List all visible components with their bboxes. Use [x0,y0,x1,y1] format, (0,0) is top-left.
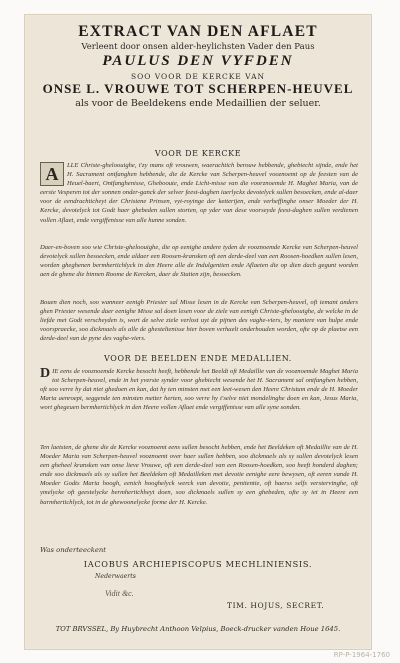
title-church-name: ONSE L. VROUWE TOT SCHERPEN-HEUVEL [42,81,354,96]
was-signed-label: Was onderteeckent [40,546,107,554]
signature-note: Nederwaerts [95,573,136,580]
section-heading-church: VOOR DE KERCKE [154,149,242,158]
subtitle-images-medals: als voor de Beeldekens ende Medaillien der seluer. [75,98,321,109]
archbishop-name: IACOBUS ARCHIEPISCOPUS MECHLINIENSIS. [83,559,313,569]
dropcap-d: D [40,367,51,381]
handwritten-vidit: Vidit &c. [105,589,134,598]
paragraph-images-1 [40,367,358,432]
subtitle-church-of: SOO VOOR DE KERCKE VAN [130,72,266,81]
paragraph-images-1-text: IE eens de vooznoemde Kercke besocht heeft, hebbende het Beeldt oft Medaillie van de vooznoemde Maghet Maria tot Scherpen-heuvel, ende in het yverste synder voor ghebiecht wesende het H. Sacrament sal ontfanghen hebben, oft soo verre hy dat niet ghedoen en kan, dat hy ten minsten met een leet-wesen den Heere Christum ende de H. Moeder Maria aenroept, seggende ten minsten metter herten, soo verre hy t'selve niet mondelinghe doen en kan, Jesus Maria, wort ghegeuen bermhertichlyck in den Heere vollen Aflaet ende vergiffenisse van alle syne sonden. [40,368,358,412]
paragraph-church-3: Bouen dien noch, soo wanneer eenigh Priester sal Misse lesen in de Kercke van Scherpen-heuvel, oft iemant anders ghen Priester wesende daer eenighe Misse sal doen lesen voor de ziele van eenigh Christe-gheloouighe, de welcke in de liefde met Godt verscheyden is, wort de selve ziele verlost uyt de pijnen des vaghe-viers, by maniere van hulpe ende voorspraecke, soo dickmaels als alle de ghesteltenisse hier boven verhaelt onderhouden worden, ofte op de plaetse een derde-deel van de pyne des vaghe-viers. [40,299,358,343]
title-pope-name: PAULUS DEN VYFDEN [102,53,294,69]
paragraph-church-1-text: LLE Christe-gheloouighe, t'zy mans oft vrouwen, waerachtich berouw hebbende, ghebiecht sijnde, ende het H. Sacrament ontfanghen hebbende, die de Kercke van Scherpen-heuvel vooznoemt op de feesten van de Heuel-baert, Ontfanghenisse, Ghebooute, ende Licht-misse van die voorznoemde H. Maghet Maria, van de eerste Vesperen tot der sonnen onder-ganck der selver feest-daghen iaerlyckx devotelyck sullen besoecken, ende al-daer voor de eendrachticheyt der Christene Prinsen, vyt-royinge der ketterijen, ende verheffinghe onser Moeder der H. Kercke, devotelyck tot Godt haer ghebeden sullen storten, op yder van dese voorseyde feest-daghen sullen verdienen vollen Aflaet, ende vergiffenisse van alle hunne sonden. [40,162,358,224]
printer-imprint: TOT BRVSSEL, By Huybrecht Anthoon Velpius, Boeck-drucker vanden Houe 1645. [55,625,341,633]
dropcap-a: A [40,162,64,186]
paragraph-church-2: Daer-en-boven soo wie Christe-gheloouighe, die op eenighe andere tyden de vooznoemde Kercke van Scherpen-heuvel devotelyck sullen besoecken, ende aldaer een Roosen-kransken oft een derde-deel van een Roosen-hoedken sullen lesen, worden gheghenen bermhertichlyck in den Heere alle de Indulgentien ende Aflaeten die op dien dach gegunt worden aen de ghene die binnen Roome de Kercken, daer de Statien zijn, besoecken. [40,244,358,279]
subtitle-granted-by: Verleent door onsen alder-heylichsten Vader den Paus [81,42,315,52]
inventory-number: RP-P-1964-1760 [333,651,390,659]
paragraph-church-1 [40,161,358,235]
section-heading-images: VOOR DE BEELDEN ENDE MEDALLIEN. [104,354,292,363]
title-extract: EXTRACT VAN DEN AFLAET [78,23,318,40]
document-sheet [24,14,372,650]
secretary-name: TIM. HOJUS, SECRET. [227,601,325,610]
paragraph-images-2: Ten laetsten, de ghene die de Kercke vooznoemt eens sullen besocht hebben, ende het Beeldeken oft Medaillie van de H. Moeder Maria van Scherpen-heuvel vooznoemt over haer sullen hebben, soo dickmaels als sy sullen devotelyck lesen een gheheel kransken van onse lieve Vrouwe, oft een derde-deel van een Roosen-hoedken, soo heeft honderd daghen; ende soo dickmaels als sy sullen het Beeldeken oft Medailleken met devotie eenighe eere bewysen, oft eeren vande H. Moeder Godts Maria hoogh, eenich hooghelyck werck van devotie, penitentie, oft haerss selfs verstervinghe, oft ymelycke oft geestelycke bermhertichheyt doen, soo dickmaels sullen sy een ghebeden, ofte sy iet in Heere een barmhertichlyck, tot in de ghewoonelycke forme der H. Kercke. [40,444,358,506]
